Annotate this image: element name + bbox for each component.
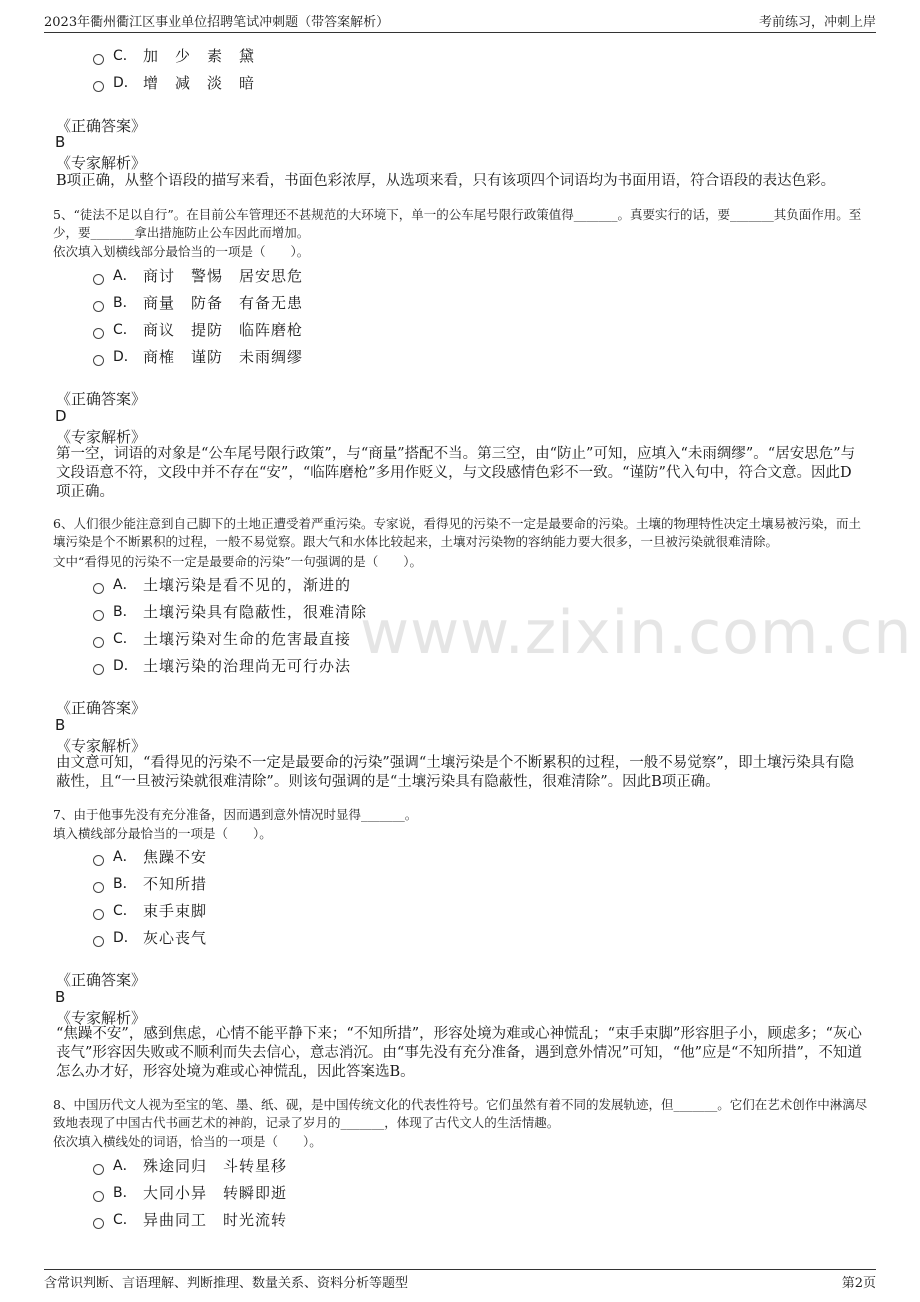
option-letter: C． bbox=[113, 322, 137, 338]
option-letter: B． bbox=[113, 1185, 137, 1201]
radio-icon[interactable] bbox=[93, 637, 104, 648]
q4-option-c[interactable] bbox=[93, 45, 255, 65]
q4-option-d[interactable] bbox=[93, 72, 255, 92]
q5-stem: 5、“徒法不足以自行”。在目前公车管理还不甚规范的大环境下，单一的公车尾号限行政策值得_______。真要实行的话，要_______其负面作用。至少，要_______拿出措施防止公车因此而增加。 bbox=[53, 207, 862, 240]
option-text: 土壤污染对生命的危害最直接 bbox=[143, 629, 352, 648]
q6-prompt: 文中“看得见的污染不一定是最要命的污染”一句强调的是（ ）。 bbox=[53, 554, 423, 569]
option-text: 大同小异 转瞬即逝 bbox=[143, 1183, 288, 1202]
option-letter: B． bbox=[113, 876, 137, 892]
radio-icon[interactable] bbox=[93, 328, 104, 339]
q7-analysis-label: 《专家解析》 bbox=[56, 1009, 147, 1027]
option-letter: A． bbox=[113, 577, 137, 593]
q5-option-b[interactable] bbox=[93, 292, 303, 312]
option-text: 商讨 警惕 居安思危 bbox=[143, 266, 304, 285]
option-letter: C． bbox=[113, 48, 137, 64]
header-slogan: 考前练习，冲刺上岸 bbox=[758, 15, 876, 30]
footer-topics: 含常识判断、言语理解、判断推理、数量关系、资料分析等题型 bbox=[44, 1276, 409, 1291]
radio-icon[interactable] bbox=[93, 1191, 104, 1202]
q6-stem: 6、人们很少能注意到自己脚下的土地正遭受着严重污染。专家说，看得见的污染不一定是最要命的污染。土壤的物理特性决定土壤易被污染，而土壤污染是个不断累积的过程，一般不易觉察。跟大气和水体比较起来，土壤对污染物的容纳能力要大很多，一旦被污染就很难清除。 bbox=[53, 516, 861, 549]
radio-icon[interactable] bbox=[93, 1164, 104, 1175]
radio-icon[interactable] bbox=[93, 936, 104, 947]
radio-icon[interactable] bbox=[93, 54, 104, 65]
q7-analysis: “焦躁不安”，感到焦虑，心情不能平静下来；“不知所措”，形容处境为难或心神慌乱；“束手束脚”形容胆子小，顾虑多；“灰心丧气”形容因失败或不顺利而失去信心，意志消沉。由“事先没有充分准备，遇到意外情况”可知，“他”应是“不知所措”，不知道怎么办才好，形容处境为难或心神慌乱，因此答案选B。 bbox=[56, 1026, 862, 1080]
option-text: 土壤污染是看不见的，渐进的 bbox=[143, 575, 352, 594]
option-letter: B． bbox=[113, 295, 137, 311]
radio-icon[interactable] bbox=[93, 583, 104, 594]
option-letter: D． bbox=[113, 930, 138, 946]
option-letter: A． bbox=[113, 268, 137, 284]
q4-analysis-label: 《专家解析》 bbox=[56, 154, 147, 172]
radio-icon[interactable] bbox=[93, 301, 104, 312]
q6-option-c[interactable] bbox=[93, 628, 351, 648]
q7-answer: B bbox=[55, 988, 66, 1006]
option-text: 土壤污染具有隐蔽性，很难清除 bbox=[143, 602, 368, 621]
q5-analysis-label: 《专家解析》 bbox=[56, 428, 147, 446]
q5-option-d[interactable] bbox=[93, 346, 303, 366]
option-letter: A． bbox=[113, 849, 137, 865]
q5-prompt: 依次填入划横线部分最恰当的一项是（ ）。 bbox=[53, 244, 310, 259]
option-letter: C． bbox=[113, 903, 137, 919]
radio-icon[interactable] bbox=[93, 81, 104, 92]
radio-icon[interactable] bbox=[93, 274, 104, 285]
radio-icon[interactable] bbox=[93, 610, 104, 621]
option-text: 增 减 淡 暗 bbox=[143, 73, 256, 92]
q5-analysis: 第一空，词语的对象是“公车尾号限行政策”，与“商量”搭配不当。第三空，由“防止”可知，应填入“未雨绸缪”。“居安思危”与文段语意不符，文段中并不存在“安”，“临阵磨枪”多用作贬义，与文段感情色彩不一致。“谨防”代入句中，符合文意。因此D项正确。 bbox=[56, 446, 856, 500]
q5-answer: D bbox=[55, 407, 67, 425]
q4-answer-label: 《正确答案》 bbox=[56, 117, 147, 135]
option-text: 加 少 素 黛 bbox=[143, 46, 256, 65]
q7-stem: 7、由于他事先没有充分准备，因而遇到意外情况时显得_______。 bbox=[53, 807, 418, 822]
q8-option-c[interactable] bbox=[93, 1209, 287, 1229]
radio-icon[interactable] bbox=[93, 909, 104, 920]
q8-option-b[interactable] bbox=[93, 1182, 287, 1202]
header-title: 2023年衢州衢江区事业单位招聘笔试冲刺题（带答案解析） bbox=[44, 15, 390, 30]
q5-answer-label: 《正确答案》 bbox=[56, 390, 147, 408]
option-letter: B． bbox=[113, 604, 137, 620]
watermark: www.zixin.com.cn bbox=[360, 598, 913, 668]
q4-analysis: B项正确，从整个语段的描写来看，书面色彩浓厚，从选项来看，只有该项四个词语均为书面用语，符合语段的表达色彩。 bbox=[56, 173, 836, 189]
q8-option-a[interactable] bbox=[93, 1155, 287, 1175]
q6-analysis-label: 《专家解析》 bbox=[56, 737, 147, 755]
q6-option-d[interactable] bbox=[93, 655, 351, 675]
q5-option-c[interactable] bbox=[93, 319, 303, 339]
page-number: 第2页 bbox=[841, 1276, 876, 1291]
radio-icon[interactable] bbox=[93, 355, 104, 366]
radio-icon[interactable] bbox=[93, 1218, 104, 1229]
option-text: 异曲同工 时光流转 bbox=[143, 1210, 288, 1229]
radio-icon[interactable] bbox=[93, 882, 104, 893]
q7-option-c[interactable] bbox=[93, 900, 207, 920]
option-text: 土壤污染的治理尚无可行办法 bbox=[143, 656, 352, 675]
option-text: 不知所措 bbox=[143, 874, 208, 893]
q6-answer-label: 《正确答案》 bbox=[56, 699, 147, 717]
q7-option-b[interactable] bbox=[93, 873, 207, 893]
option-text: 商量 防备 有备无患 bbox=[143, 293, 304, 312]
header-divider bbox=[44, 32, 876, 33]
option-text: 束手束脚 bbox=[143, 901, 208, 920]
q8-prompt: 依次填入横线处的词语，恰当的一项是（ ）。 bbox=[53, 1134, 322, 1149]
option-text: 焦躁不安 bbox=[143, 847, 208, 866]
option-text: 灰心丧气 bbox=[143, 928, 208, 947]
option-text: 商榷 谨防 未雨绸缪 bbox=[143, 347, 304, 366]
q6-answer: B bbox=[55, 716, 66, 734]
q6-option-a[interactable] bbox=[93, 574, 351, 594]
option-text: 商议 提防 临阵磨枪 bbox=[143, 320, 304, 339]
option-letter: C． bbox=[113, 631, 137, 647]
q7-answer-label: 《正确答案》 bbox=[56, 971, 147, 989]
radio-icon[interactable] bbox=[93, 855, 104, 866]
option-letter: D． bbox=[113, 349, 138, 365]
q6-option-b[interactable] bbox=[93, 601, 367, 621]
q4-answer: B bbox=[55, 133, 66, 151]
option-letter: A． bbox=[113, 1158, 137, 1174]
radio-icon[interactable] bbox=[93, 664, 104, 675]
q7-option-d[interactable] bbox=[93, 927, 207, 947]
q8-stem: 8、中国历代文人视为至宝的笔、墨、纸、砚，是中国传统文化的代表性符号。它们虽然有着不同的发展轨迹，但_______。它们在艺术创作中淋漓尽致地表现了中国古代书画艺术的神韵，记录了岁月的_______，体现了古代文人的生活情趣。 bbox=[53, 1097, 868, 1130]
option-text: 殊途同归 斗转星移 bbox=[143, 1156, 288, 1175]
footer-divider bbox=[44, 1269, 876, 1270]
q7-prompt: 填入横线部分最恰当的一项是（ ）。 bbox=[53, 826, 272, 841]
option-letter: C． bbox=[113, 1212, 137, 1228]
q6-analysis: 由文意可知，“看得见的污染不一定是最要命的污染”强调“土壤污染是个不断累积的过程，一般不易觉察”，即土壤污染具有隐蔽性，且“一旦被污染就很难清除”。则该句强调的是“土壤污染具有隐蔽性，很难清除”。因此B项正确。 bbox=[56, 755, 855, 790]
option-letter: D． bbox=[113, 75, 138, 91]
q7-option-a[interactable] bbox=[93, 846, 207, 866]
option-letter: D． bbox=[113, 658, 138, 674]
q5-option-a[interactable] bbox=[93, 265, 303, 285]
